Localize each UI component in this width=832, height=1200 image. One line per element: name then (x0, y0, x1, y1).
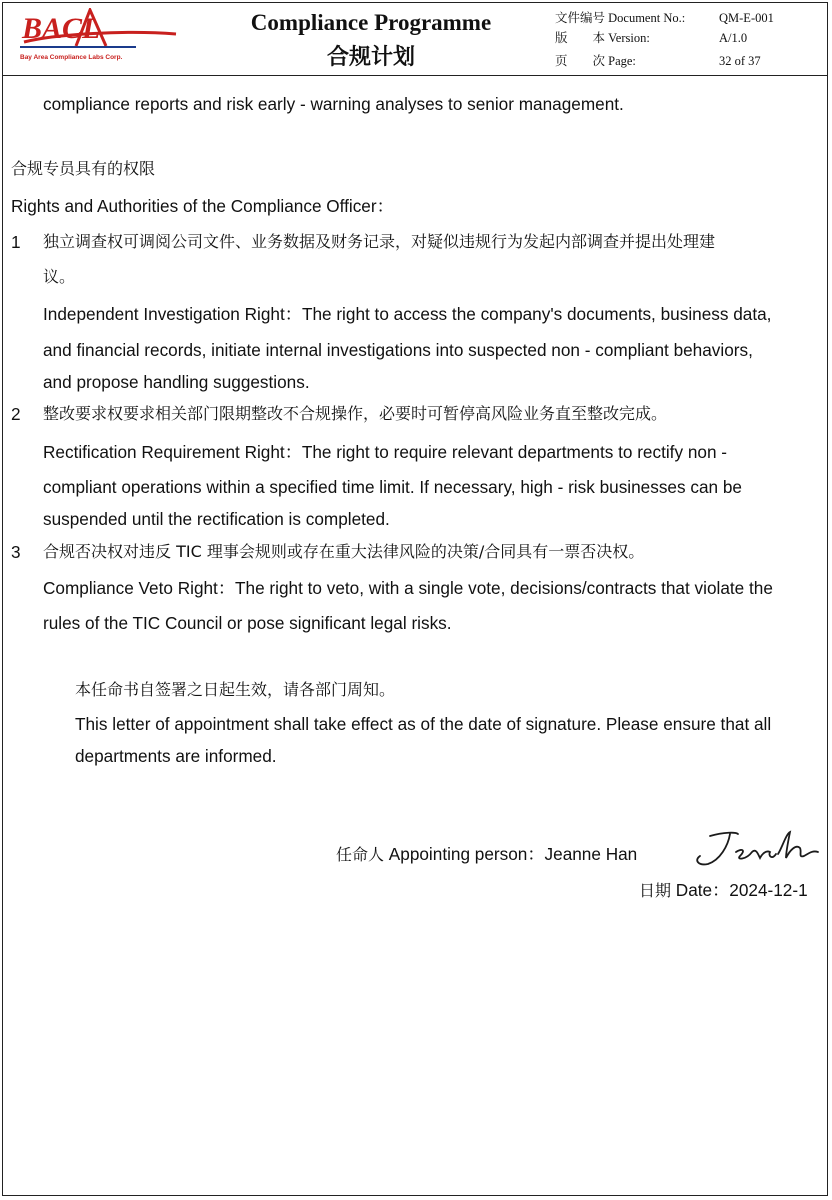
item-number: 3 (11, 542, 21, 562)
item-en-line: and financial records, initiate internal investigations into suspected non - compliant behaviors, (43, 340, 753, 360)
section-heading-zh: 合规专员具有的权限 (11, 159, 156, 178)
meta-row-document-no (555, 8, 825, 28)
item-en-line: rules of the TIC Council or pose significant legal risks. (43, 613, 452, 633)
handwritten-signature (690, 830, 822, 878)
appointing-label-en: Appointing person：Jeanne Han (388, 844, 638, 864)
logo-cell (2, 2, 192, 74)
meta-label: 文件编号 Document No.: (555, 11, 686, 25)
title-cell (192, 2, 550, 74)
meta-row-version (555, 28, 825, 48)
document-title-zh: 合规计划 (326, 45, 415, 70)
item-en-line: suspended until the rectification is completed. (43, 509, 390, 529)
item-en-line: Rectification Requirement Right：The right to require relevant departments to rectify non - (43, 442, 728, 462)
item-number: 2 (11, 404, 21, 424)
meta-value: 32 of 37 (719, 54, 761, 68)
item-number: 1 (11, 232, 21, 252)
section-heading-en: Rights and Authorities of the Compliance Officer： (11, 196, 394, 216)
item-zh-line: 合规否决权对违反 TIC 理事会规则或存在重大法律风险的决策/合同具有一票否决权。 (43, 542, 645, 561)
document-header (2, 2, 828, 76)
date-label-zh: 日期 (639, 881, 672, 900)
meta-value: QM-E-001 (719, 11, 774, 25)
meta-label: 版 本 Version: (555, 31, 650, 45)
item-zh-line: 议。 (43, 267, 76, 286)
company-logo (16, 8, 184, 68)
logo-subtext: Bay Area Compliance Labs Corp. (20, 54, 123, 61)
item-en-line: and propose handling suggestions. (43, 372, 310, 392)
effective-statement-en: departments are informed. (75, 746, 277, 766)
document-meta (555, 2, 825, 74)
logo-text: BACL (22, 12, 101, 45)
effective-statement-zh: 本任命书自签署之日起生效，请各部门周知。 (75, 680, 396, 699)
meta-value: A/1.0 (719, 31, 748, 45)
item-en-line: compliant operations within a specified time limit. If necessary, high - risk businesses can be (43, 477, 742, 497)
document-title-en: Compliance Programme (250, 10, 492, 35)
appointing-label-zh: 任命人 (336, 845, 385, 864)
page-frame (2, 2, 828, 1196)
continuation-line: compliance reports and risk early - warning analyses to senior management. (43, 94, 624, 114)
meta-row-page (555, 51, 825, 71)
appointing-person-line (336, 843, 637, 866)
date-label-en: Date：2024-12-1 (675, 880, 808, 900)
item-zh-line: 独立调查权可调阅公司文件、业务数据及财务记录，对疑似违规行为发起内部调查并提出处理建 (43, 232, 716, 251)
item-en-line: Compliance Veto Right：The right to veto, with a single vote, decisions/contracts that violate the (43, 578, 773, 598)
effective-statement-en: This letter of appointment shall take effect as of the date of signature. Please ensure that all (75, 714, 772, 734)
meta-label: 页 次 Page: (555, 54, 636, 68)
item-en-line: Independent Investigation Right：The right to access the company's documents, business data, (43, 304, 772, 324)
item-zh-line: 整改要求权要求相关部门限期整改不合规操作，必要时可暂停高风险业务直至整改完成。 (43, 404, 668, 423)
date-line (639, 879, 808, 902)
